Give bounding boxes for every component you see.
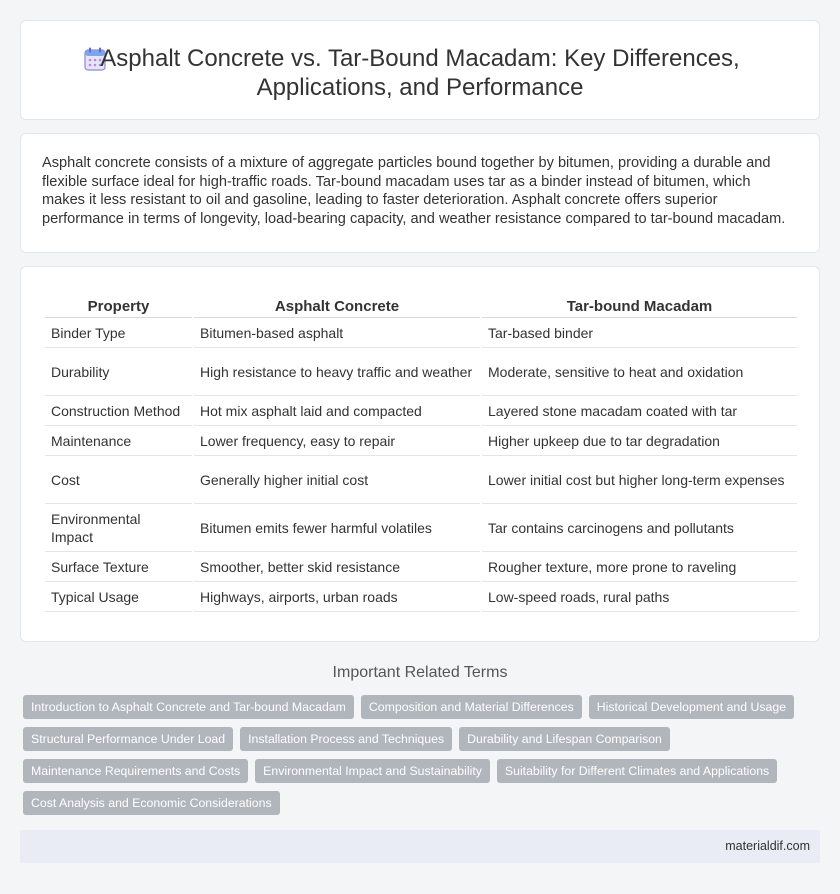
table-row <box>45 504 797 552</box>
intro-paragraph: Asphalt concrete consists of a mixture of aggregate particles bound together by bitumen, providing a durable and flexible surface ideal for high-traffic roads. Tar-bound macadam uses tar as a binder instead of bitumen, which makes it less resistant to oil and gasoline, leading to faster deterioration. Asphalt concrete offers superior performance in terms of longevity, load-bearing capacity, and weather resistance compared to tar-bound macadam. <box>42 155 786 227</box>
row-macadam-value: Layered stone macadam coated with tar <box>482 396 797 426</box>
row-property: Maintenance <box>45 426 192 456</box>
table-row <box>45 456 797 504</box>
row-property: Surface Texture <box>45 552 192 582</box>
table-row <box>45 348 797 396</box>
table-row <box>45 396 797 426</box>
footer-site-link[interactable]: materialdif.com <box>725 839 810 853</box>
row-property: Cost <box>45 456 192 504</box>
row-asphalt-value: Highways, airports, urban roads <box>194 582 480 612</box>
row-asphalt-value: Bitumen-based asphalt <box>194 318 480 348</box>
table-row <box>45 582 797 612</box>
row-asphalt-value: Bitumen emits fewer harmful volatiles <box>194 504 480 552</box>
row-asphalt-value: Hot mix asphalt laid and compacted <box>194 396 480 426</box>
table-row <box>45 552 797 582</box>
related-term-chip[interactable]: Durability and Lifespan Comparison <box>459 727 670 751</box>
row-property: Typical Usage <box>45 582 192 612</box>
row-asphalt-value: High resistance to heavy traffic and weather <box>194 348 480 396</box>
footer <box>20 830 820 863</box>
row-property: Binder Type <box>45 318 192 348</box>
comparison-table <box>43 296 799 612</box>
row-property: Construction Method <box>45 396 192 426</box>
table-row <box>45 318 797 348</box>
row-asphalt-value: Smoother, better skid resistance <box>194 552 480 582</box>
row-macadam-value: Tar contains carcinogens and pollutants <box>482 504 797 552</box>
related-term-chip[interactable]: Cost Analysis and Economic Considerations <box>23 791 280 815</box>
related-term-chip[interactable]: Installation Process and Techniques <box>240 727 452 751</box>
row-asphalt-value: Generally higher initial cost <box>194 456 480 504</box>
table-header-row <box>45 296 797 318</box>
row-property: Environmental Impact <box>45 504 192 552</box>
related-term-chip[interactable]: Suitability for Different Climates and Applications <box>497 759 777 783</box>
header-tar-bound-macadam: Tar-bound Macadam <box>482 296 797 318</box>
row-macadam-value: Rougher texture, more prone to raveling <box>482 552 797 582</box>
related-term-chip[interactable]: Structural Performance Under Load <box>23 727 233 751</box>
row-asphalt-value: Lower frequency, easy to repair <box>194 426 480 456</box>
header-card <box>20 20 820 120</box>
comparison-card <box>20 266 820 642</box>
row-property: Durability <box>45 348 192 396</box>
related-term-chip[interactable]: Maintenance Requirements and Costs <box>23 759 248 783</box>
related-terms-list <box>23 695 803 823</box>
related-term-chip[interactable]: Environmental Impact and Sustainability <box>255 759 490 783</box>
row-macadam-value: Tar-based binder <box>482 318 797 348</box>
row-macadam-value: Lower initial cost but higher long-term expenses <box>482 456 797 504</box>
header-property: Property <box>45 296 192 318</box>
related-terms-title: Important Related Terms <box>332 664 508 681</box>
intro-card <box>20 133 820 253</box>
table-row <box>45 426 797 456</box>
page-title: Asphalt Concrete vs. Tar-Bound Macadam: Key Differences, Applications, and Performance <box>100 45 740 101</box>
row-macadam-value: Moderate, sensitive to heat and oxidation <box>482 348 797 396</box>
header-asphalt-concrete: Asphalt Concrete <box>194 296 480 318</box>
related-term-chip[interactable]: Composition and Material Differences <box>361 695 582 719</box>
related-term-chip[interactable]: Introduction to Asphalt Concrete and Tar-bound Macadam <box>23 695 354 719</box>
row-macadam-value: Higher upkeep due to tar degradation <box>482 426 797 456</box>
related-term-chip[interactable]: Historical Development and Usage <box>589 695 794 719</box>
row-macadam-value: Low-speed roads, rural paths <box>482 582 797 612</box>
